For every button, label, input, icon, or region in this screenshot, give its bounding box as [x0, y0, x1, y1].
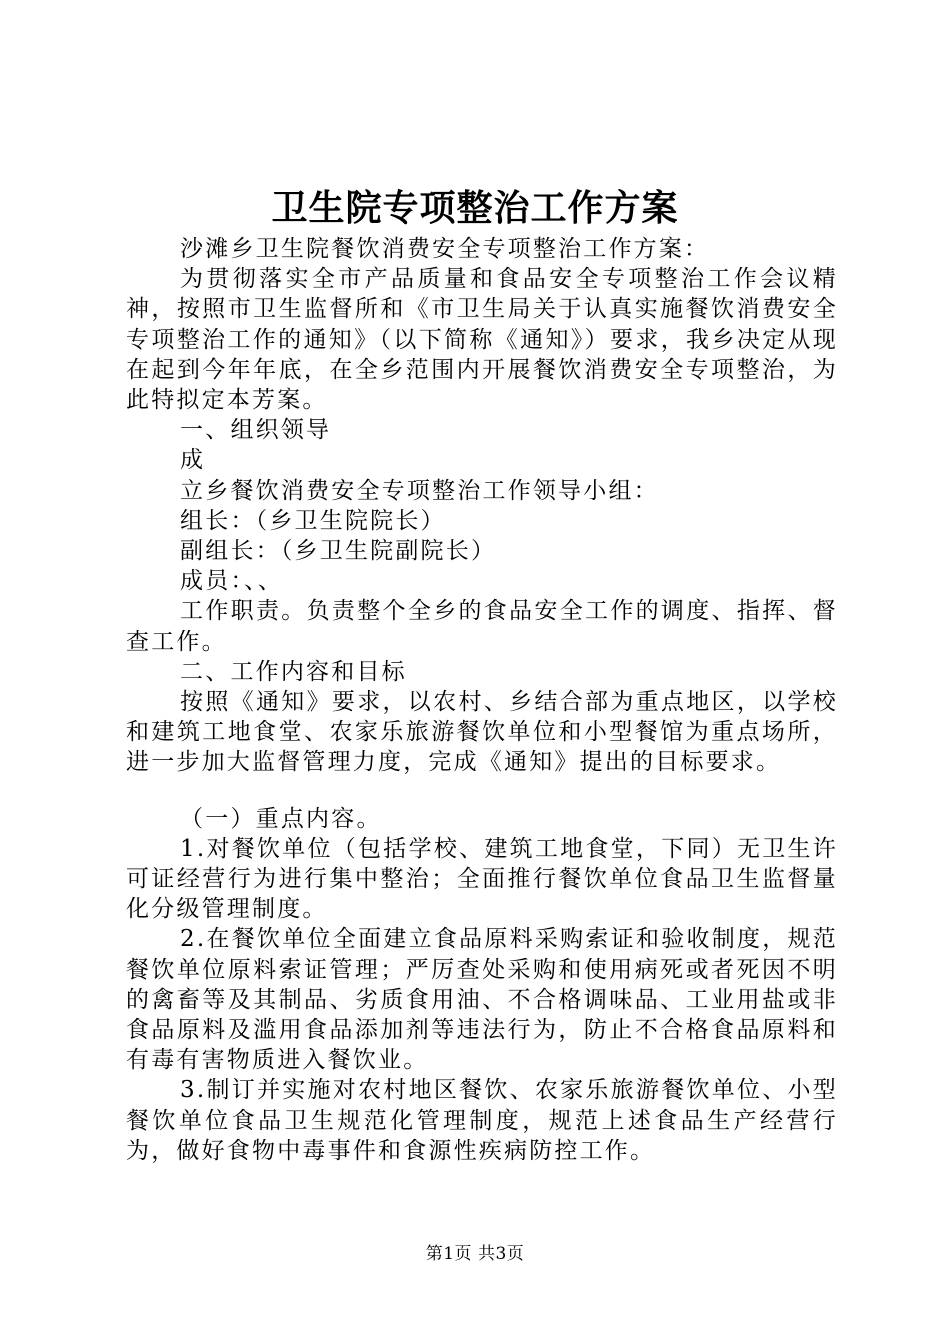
subsection-heading-key-content: （一）重点内容。	[180, 805, 382, 832]
section-heading-organization: 一、组织领导	[180, 417, 332, 444]
document-body	[126, 234, 838, 1166]
paragraph-group-leader: 组长：（乡卫生院院长）	[180, 507, 446, 534]
paragraph-purpose: 为贯彻落实全市产品质量和食品安全专项整治工作会议精神，按照市卫生监督所和《市卫生局关于认真实施餐饮消费安全专项整治工作的通知》（以下简称《通知》）要求，我乡决定从现在起到今年年底，在全乡范围内开展餐饮消费安全专项整治，为此特拟定本芳案。	[126, 266, 838, 414]
paragraph-goals: 按照《通知》要求，以农村、乡结合部为重点地区，以学校和建筑工地食堂、农家乐旅游餐饮单位和小型餐馆为重点场所，进一步加大监督管理力度，完成《通知》提出的目标要求。	[126, 689, 838, 776]
section-heading-content-goals: 二、工作内容和目标	[180, 658, 407, 685]
paragraph-fragment: 成	[180, 447, 206, 474]
page-footer: 第1页 共3页	[425, 1244, 525, 1264]
paragraph-deputy-leader: 副组长：（乡卫生院副院长）	[180, 538, 497, 565]
document-title: 卫生院专项整治工作方案	[271, 187, 679, 229]
paragraph-duties: 工作职责。负责整个全乡的食品安全工作的调度、指挥、督查工作。	[126, 598, 838, 655]
list-item-2: 2.在餐饮单位全面建立食品原料采购索证和验收制度，规范餐饮单位原料索证管理；严厉查处采购和使用病死或者死因不明的禽畜等及其制品、劣质食用油、不合格调味品、工业用盐或非食品原料及滥用食品添加剂等违法行为，防止不合格食品原料和有毒有害物质进入餐饮业。	[126, 926, 838, 1074]
paragraph-members: 成员：、、	[180, 568, 284, 595]
list-item-3: 3.制订并实施对农村地区餐饮、农家乐旅游餐饮单位、小型餐饮单位食品卫生规范化管理制度，规范上述食品生产经营行为，做好食物中毒事件和食源性疾病防控工作。	[126, 1077, 838, 1164]
paragraph-leading-group: 立乡餐饮消费安全专项整治工作领导小组：	[180, 477, 659, 504]
paragraph-intro: 沙滩乡卫生院餐饮消费安全专项整治工作方案：	[180, 236, 710, 262]
list-item-1: 1.对餐饮单位（包括学校、建筑工地食堂，下同）无卫生许可证经营行为进行集中整治；全面推行餐饮单位食品卫生监督量化分级管理制度。	[126, 835, 838, 923]
